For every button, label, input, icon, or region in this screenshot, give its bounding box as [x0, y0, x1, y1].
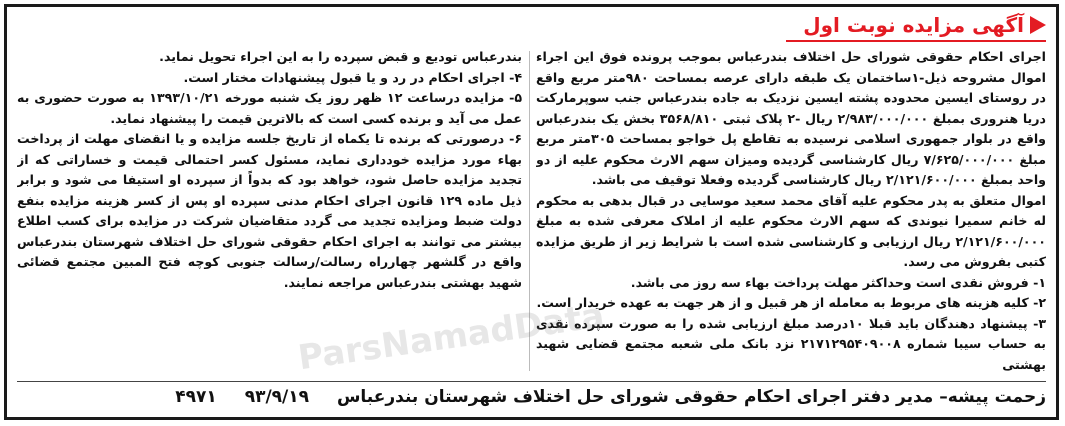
left-column: [17, 47, 522, 377]
footer-signer: زحمت پیشه– مدیر دفتر اجرای احکام حقوقی شورای حل اختلاف شهرستان بندرعباس: [336, 387, 1046, 407]
condition-5: ۵- مزایده درساعت ۱۲ ظهر روز یک شنبه مورخه ۱۳۹۳/۱۰/۲۱ به صورت حضوری به عمل می آید و برنده کسی است که بالاترین قیمت را پیشنهاد نماید.: [17, 90, 522, 126]
column-divider: [529, 51, 530, 371]
footer-divider: [17, 381, 1046, 382]
footer-code: ۴۹۷۱: [175, 387, 217, 407]
paragraph-intro: اجرای احکام حقوقی شورای حل اختلاف بندرعباس بموجب پرونده فوق این اجراء اموال مشروحه ذیل-۱ساختمان یک طبقه دارای عرصه بمساحت ۹۸۰متر مربع واقع در روستای ایسین محدوده پشته ایسین نزدیک به جاده بندرعباس جنب سوپرمارکت دریا هنروری بمبلغ ۲/۹۸۳/۰۰۰/۰۰۰ ریال -۲ پلاک ثبتی ۳۵۶۸/۸۱۰ بخش یک بندرعباس واقع در بلوار جمهوری اسلامی نرسیده به تقاطع پل خواجو بمساحت ۳۰۵متر مربع مبلغ ۷/۶۲۵/۰۰۰/۰۰۰ ریال کارشناسی گردیده ومیزان سهم الارث محکوم علیه از دو واحد بمبلغ ۲/۱۲۱/۶۰۰/۰۰۰ ریال کارشناسی گردیده وفعلا توقیف می باشد.: [536, 49, 1046, 187]
title-text: آگهی مزایده نوبت اول: [803, 13, 1024, 37]
footer-date: ۹۳/۹/۱۹: [244, 387, 310, 407]
right-column: [536, 47, 1046, 377]
condition-2: ۲- کلیه هزینه های مربوط به معامله از هر قبیل و از هر جهت به عهده خریدار است.: [536, 295, 1046, 310]
condition-4: ۴- اجرای احکام در رد و یا قبول پیشنهادات مختار است.: [183, 69, 522, 85]
paragraph-owner: اموال متعلق به پدر محکوم علیه آقای محمد سعید موسایی در قبال بدهی به محکوم له خانم سمیرا نیوندی که سهم الارث محکوم علیه از املاک معرفی شده به مبلغ ۲/۱۲۱/۶۰۰/۰۰۰ ریال ارزیابی و کارشناسی شده است با شرایط زیر از طریق مزایده کتبی بفروش می رسد.: [536, 192, 1046, 269]
ad-frame: [4, 4, 1059, 420]
condition-3: ۳- پیشنهاد دهندگان باید قبلا ۱۰درصد مبلغ ارزیابی شده را به صورت سپرده نقدی به حساب سیبا شماره ۲۱۷۱۲۹۵۴۰۹۰۰۸ نزد بانک ملی شعبه مجتمع قضایی شهید بهشتی: [536, 315, 1046, 372]
body-columns: [17, 47, 1046, 377]
condition-3-continued: بندرعباس تودیع و قبض سپرده را به این اجراء تحویل نماید.: [159, 49, 522, 64]
title-underline: [786, 40, 1046, 42]
title-arrow-icon: [1030, 16, 1046, 34]
footer: [17, 387, 1046, 417]
condition-1: ۱- فروش نقدی است وحداکثر مهلت پرداخت بهاء سه روز می باشد.: [630, 274, 1046, 290]
watermark: ParsNamadData: [295, 295, 607, 379]
condition-6: ۶- درصورتی که برنده تا یکماه از تاریخ جلسه مزایده و یا انقضای مهلت از پرداخت بهاء مورد مزایده خودداری نماید، مسئول کسر احتمالی قیمت و خساراتی که از تجدید مزایده حاصل شود، خواهد بود که بدواً از سپرده او استیفا می شود و برابر ذیل ماده ۱۲۹ قانون اجرای احکام مدنی سپرده او پس از کسر هزینه مزایده بنفع دولت ضبط ومزایده تجدید می گردد متقاضیان شرکت در مزایده برای کسب اطلاع بیشتر می توانند به اجرای احکام حقوقی شورای حل اختلاف شهرستان بندرعباس واقع در گلشهر چهارراه رسالت/رسالت جنوبی کوچه فتح المبین مجتمع قضائی شهید بهشتی بندرعباس مراجعه نمایند.: [17, 131, 522, 290]
ad-title: [803, 13, 1046, 37]
header: [17, 13, 1046, 41]
